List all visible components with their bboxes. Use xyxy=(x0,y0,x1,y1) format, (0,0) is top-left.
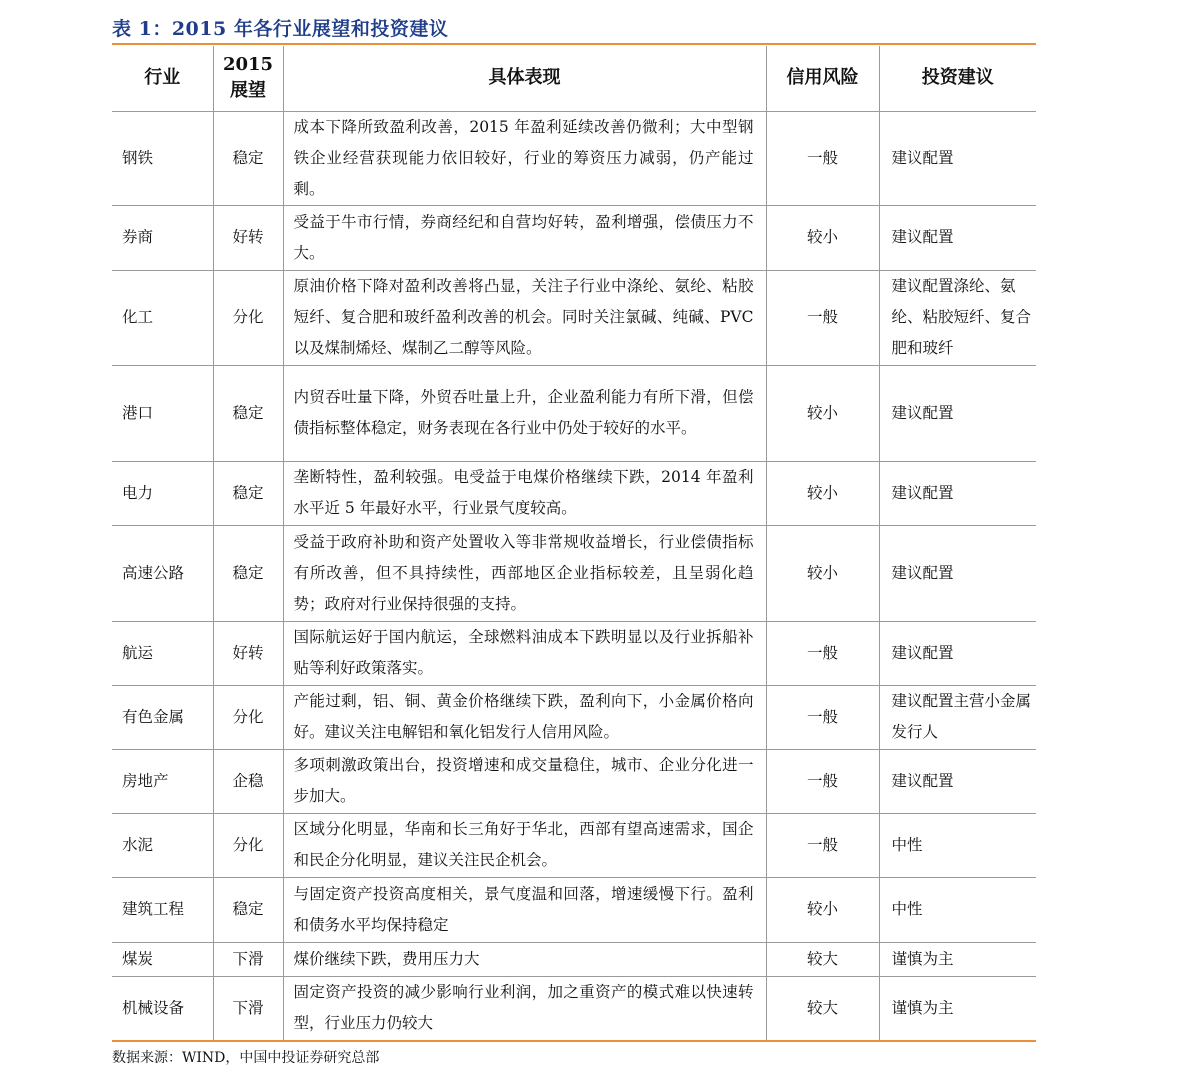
outlook-cell: 分化 xyxy=(213,813,283,877)
table-row xyxy=(112,205,1036,270)
industry-cell: 水泥 xyxy=(112,813,213,877)
risk-cell: 一般 xyxy=(766,111,879,205)
table-row xyxy=(112,877,1036,942)
detail-cell: 受益于政府补助和资产处置收入等非常规收益增长，行业偿债指标有所改善，但不具持续性，西部地区企业指标较差，且呈弱化趋势；政府对行业保持很强的支持。 xyxy=(283,525,766,621)
table-row xyxy=(112,976,1036,1040)
table-row xyxy=(112,365,1036,461)
industry-cell: 电力 xyxy=(112,461,213,525)
outlook-cell: 稳定 xyxy=(213,111,283,205)
risk-cell: 一般 xyxy=(766,685,879,749)
header-industry: 行业 xyxy=(112,46,213,111)
detail-cell: 成本下降所致盈利改善，2015 年盈利延续改善仍微利；大中型钢铁企业经营获现能力依旧较好，行业的筹资压力减弱，仍产能过剩。 xyxy=(283,111,766,205)
advice-cell: 谨慎为主 xyxy=(879,942,1036,976)
industry-cell: 钢铁 xyxy=(112,111,213,205)
outlook-cell: 分化 xyxy=(213,685,283,749)
risk-cell: 一般 xyxy=(766,749,879,813)
advice-cell: 建议配置主营小金属发行人 xyxy=(879,685,1036,749)
table-title: 表 1：2015 年各行业展望和投资建议 xyxy=(112,18,449,40)
outlook-cell: 稳定 xyxy=(213,365,283,461)
outlook-cell: 稳定 xyxy=(213,461,283,525)
industry-cell: 建筑工程 xyxy=(112,877,213,942)
industry-cell: 高速公路 xyxy=(112,525,213,621)
risk-cell: 较大 xyxy=(766,976,879,1040)
header-detail: 具体表现 xyxy=(283,46,766,111)
header-row xyxy=(112,46,1036,111)
outlook-cell: 下滑 xyxy=(213,942,283,976)
advice-cell: 建议配置 xyxy=(879,749,1036,813)
advice-cell: 建议配置 xyxy=(879,205,1036,270)
outlook-cell: 企稳 xyxy=(213,749,283,813)
risk-cell: 较小 xyxy=(766,877,879,942)
detail-cell: 国际航运好于国内航运，全球燃料油成本下跌明显以及行业拆船补贴等利好政策落实。 xyxy=(283,621,766,685)
outlook-cell: 下滑 xyxy=(213,976,283,1040)
table-row xyxy=(112,621,1036,685)
risk-cell: 较小 xyxy=(766,461,879,525)
bottom-rule xyxy=(112,1040,1036,1042)
outlook-cell: 稳定 xyxy=(213,525,283,621)
advice-cell: 建议配置 xyxy=(879,461,1036,525)
header-advice: 投资建议 xyxy=(879,46,1036,111)
table-row xyxy=(112,685,1036,749)
risk-cell: 较小 xyxy=(766,525,879,621)
advice-cell: 谨慎为主 xyxy=(879,976,1036,1040)
industry-cell: 房地产 xyxy=(112,749,213,813)
risk-cell: 一般 xyxy=(766,621,879,685)
advice-cell: 建议配置涤纶、氨纶、粘胶短纤、复合肥和玻纤 xyxy=(879,270,1036,365)
outlook-cell: 好转 xyxy=(213,621,283,685)
detail-cell: 垄断特性，盈利较强。电受益于电煤价格继续下跌，2014 年盈利水平近 5 年最好水平，行业景气度较高。 xyxy=(283,461,766,525)
detail-cell: 煤价继续下跌，费用压力大 xyxy=(283,942,766,976)
table-row xyxy=(112,461,1036,525)
outlook-cell: 分化 xyxy=(213,270,283,365)
advice-cell: 建议配置 xyxy=(879,111,1036,205)
industry-cell: 机械设备 xyxy=(112,976,213,1040)
detail-cell: 与固定资产投资高度相关，景气度温和回落，增速缓慢下行。盈利和债务水平均保持稳定 xyxy=(283,877,766,942)
advice-cell: 中性 xyxy=(879,877,1036,942)
detail-cell: 多项刺激政策出台，投资增速和成交量稳住，城市、企业分化进一步加大。 xyxy=(283,749,766,813)
industry-cell: 航运 xyxy=(112,621,213,685)
table-row xyxy=(112,942,1036,976)
risk-cell: 较小 xyxy=(766,365,879,461)
advice-cell: 建议配置 xyxy=(879,365,1036,461)
industry-outlook-table xyxy=(112,46,1036,1040)
header-outlook xyxy=(213,46,283,111)
outlook-cell: 好转 xyxy=(213,205,283,270)
detail-cell: 固定资产投资的减少影响行业利润，加之重资产的模式难以快速转型，行业压力仍较大 xyxy=(283,976,766,1040)
industry-cell: 券商 xyxy=(112,205,213,270)
header-risk: 信用风险 xyxy=(766,46,879,111)
advice-cell: 建议配置 xyxy=(879,621,1036,685)
detail-cell: 原油价格下降对盈利改善将凸显，关注子行业中涤纶、氨纶、粘胶短纤、复合肥和玻纤盈利改善的机会。同时关注氯碱、纯碱、PVC 以及煤制烯烃、煤制乙二醇等风险。 xyxy=(283,270,766,365)
risk-cell: 一般 xyxy=(766,813,879,877)
industry-cell: 港口 xyxy=(112,365,213,461)
advice-cell: 中性 xyxy=(879,813,1036,877)
table-row xyxy=(112,270,1036,365)
risk-cell: 较小 xyxy=(766,205,879,270)
table-row xyxy=(112,813,1036,877)
risk-cell: 一般 xyxy=(766,270,879,365)
table-row xyxy=(112,111,1036,205)
table-row xyxy=(112,525,1036,621)
source-note: 数据来源：WIND，中国中投证券研究总部 xyxy=(112,1050,380,1066)
header-outlook-year: 2015 xyxy=(222,54,274,76)
risk-cell: 较大 xyxy=(766,942,879,976)
industry-cell: 化工 xyxy=(112,270,213,365)
detail-cell: 内贸吞吐量下降，外贸吞吐量上升，企业盈利能力有所下滑，但偿债指标整体稳定，财务表现在各行业中仍处于较好的水平。 xyxy=(283,365,766,461)
advice-cell: 建议配置 xyxy=(879,525,1036,621)
industry-cell: 煤炭 xyxy=(112,942,213,976)
detail-cell: 产能过剩，铝、铜、黄金价格继续下跌，盈利向下，小金属价格向好。建议关注电解铝和氧化铝发行人信用风险。 xyxy=(283,685,766,749)
detail-cell: 受益于牛市行情，券商经纪和自营均好转，盈利增强，偿债压力不大。 xyxy=(283,205,766,270)
header-outlook-label: 展望 xyxy=(230,80,266,102)
industry-cell: 有色金属 xyxy=(112,685,213,749)
outlook-cell: 稳定 xyxy=(213,877,283,942)
table-row xyxy=(112,749,1036,813)
top-rule xyxy=(112,43,1036,45)
detail-cell: 区域分化明显，华南和长三角好于华北，西部有望高速需求，国企和民企分化明显，建议关注民企机会。 xyxy=(283,813,766,877)
